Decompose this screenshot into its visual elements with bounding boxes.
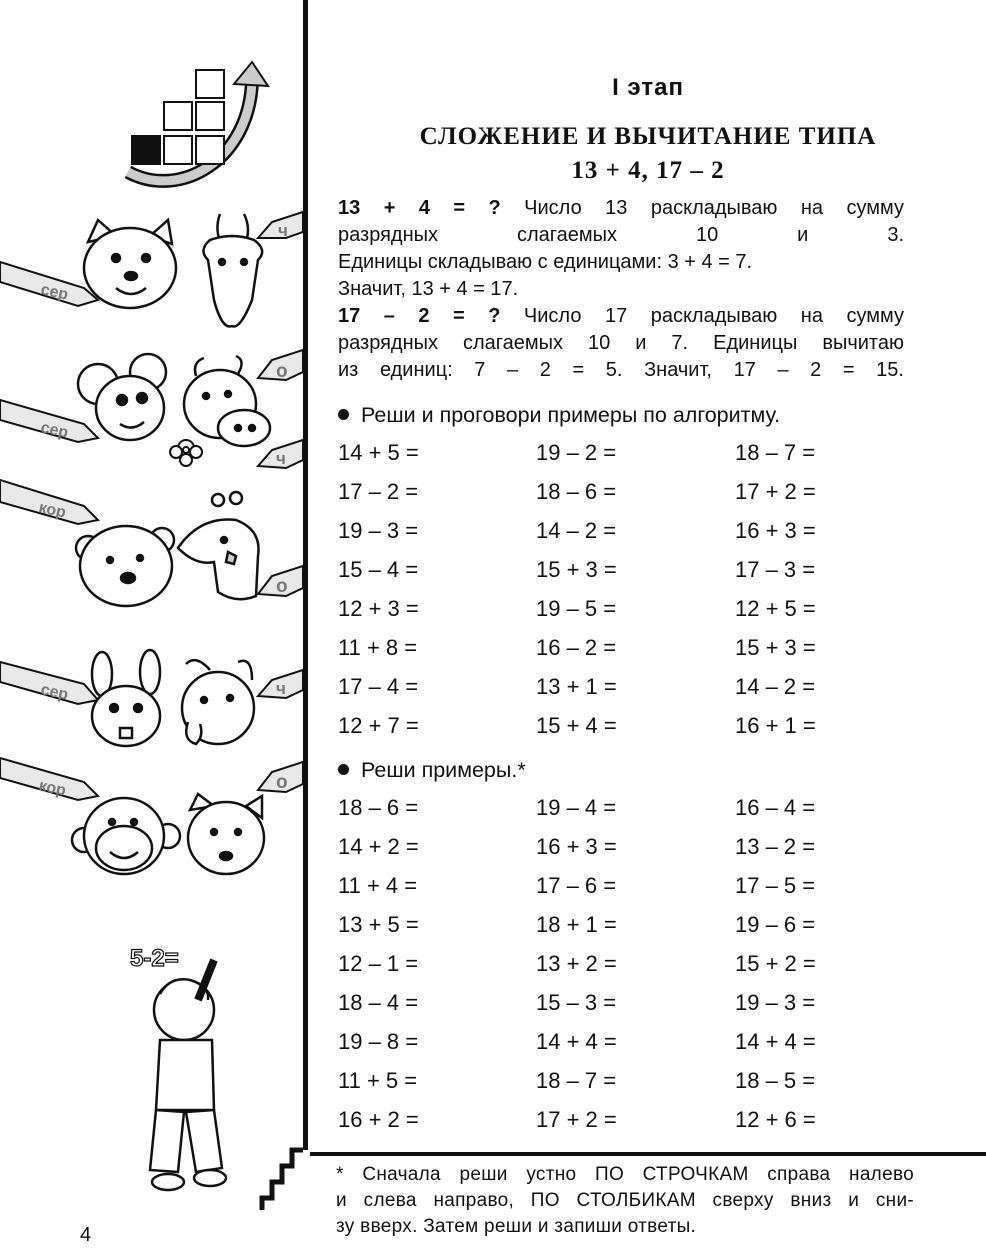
exercise-item: 18 – 6 = [536,479,617,504]
explanation-block [338,195,904,384]
exercise-item: 14 + 5 = [338,440,419,465]
pencil-label: сер [39,281,70,304]
pencil-left-rabbit [0,662,98,704]
pencil-right-giraffe [258,566,303,597]
exercise-item: 19 – 4 = [536,795,617,820]
monkey-face-icon [72,798,180,874]
exercise-item: 19 – 2 = [536,440,617,465]
footnote-line: и слева направо, ПО СТОЛБИКАМ сверху вниз и сни- [336,1190,914,1211]
explanation-line: Значит, 13 + 4 = 17. [338,278,519,300]
pencil-label: кор [37,499,68,522]
exercise-item: 12 + 3 = [338,596,419,621]
pencil-right-cow [258,350,303,382]
exercise-item: 14 + 2 = [338,834,419,859]
example-2-bold: 17 – 2 = ? [338,305,501,327]
exercise-item: 13 + 2 = [536,951,617,976]
footnote-line: * Сначала реши устно ПО СТРОЧКАМ справа налево [336,1164,914,1185]
exercise-item: 12 + 6 = [735,1107,816,1132]
exercise-item: 17 – 4 = [338,674,419,699]
exercise-item: 16 + 3 = [735,518,816,543]
topic-line-2: 13 + 4, 17 – 2 [571,157,725,184]
pencil-right-flower [258,440,303,468]
task-2-text: Реши примеры.* [361,758,526,782]
exercise-item: 18 – 7 = [735,440,816,465]
exercise-item: 19 – 3 = [735,990,816,1015]
pencil-label: ч [276,449,286,468]
exercise-item: 17 – 2 = [338,479,419,504]
bullet-icon [338,764,349,775]
dog-face-icon [182,660,254,744]
exercise-item: 16 – 2 = [536,635,617,660]
exercise-item: 11 + 5 = [338,1068,418,1093]
explanation-line: Единицы складываю с единицами: 3 + 4 = 7. [338,251,753,273]
explanation-line: разрядных слагаемых 10 и 3. [338,224,904,246]
exercise-item: 15 + 3 = [735,635,816,660]
pencil-label: ч [276,679,286,698]
exercise-item: 14 – 2 = [536,518,617,543]
stage-title: I этап [612,74,684,101]
pencil-label: о [276,361,288,382]
pencil-label: сер [39,419,70,442]
exercise-item: 15 + 2 = [735,951,816,976]
explanation-line: Число 17 раскладываю на сумму [500,305,904,327]
cow-face-icon [184,356,270,446]
exercise-item: 19 – 8 = [338,1029,419,1054]
giraffe-face-icon [178,492,259,599]
mouse-face-icon [78,354,166,440]
pencil-label: ч [278,221,288,240]
boy-writing-icon [130,945,226,1190]
exercise-item: 18 – 4 = [338,990,419,1015]
flower-icon [170,440,202,466]
pencil-label: сер [39,681,70,704]
footnote-line: зу вверх. Затем реши и запиши ответы. [336,1216,697,1237]
exercise-item: 18 – 7 = [536,1068,617,1093]
exercise-item: 17 + 2 = [536,1107,617,1132]
explanation-line: разрядных слагаемых 10 и 7. Единицы вычитаю [338,332,904,354]
sidebar-divider [303,0,308,1150]
fox-face-icon [188,794,264,874]
exercise-item: 15 – 3 = [536,990,617,1015]
cat-face-icon [84,220,176,308]
page-number: 4 [80,1224,92,1246]
pencil-label: о [276,576,288,597]
exercise-item: 16 + 2 = [338,1107,419,1132]
pencil-left-mouse [0,400,98,442]
explanation-line: из единиц: 7 – 2 = 5. Значит, 17 – 2 = 15. [338,359,904,381]
sidebar-illustrations [0,0,303,1248]
pencil-left-monkey [0,758,98,800]
goat-face-icon [203,214,262,326]
example-1-bold: 13 + 4 = ? [338,197,501,219]
task-2-instruction [338,758,908,783]
exercise-item: 11 + 4 = [338,873,418,898]
exercise-item: 19 – 6 = [735,912,816,937]
exercise-item: 15 + 4 = [536,713,617,738]
exercise-item: 12 + 7 = [338,713,419,738]
pencil-label: о [276,772,288,793]
exercise-item: 13 – 2 = [735,834,816,859]
stairs-logo-icon [128,62,268,181]
exercise-item: 11 + 8 = [338,635,418,660]
pencil-label: кор [37,777,68,800]
bear-face-icon [76,526,174,606]
exercise-item: 14 – 2 = [735,674,816,699]
footnote [310,1152,986,1248]
explanation-line: Число 13 раскладываю на сумму [500,197,904,219]
topic-title [310,120,986,188]
exercise-item: 16 + 3 = [536,834,617,859]
exercise-item: 12 + 5 = [735,596,816,621]
exercise-item: 19 – 5 = [536,596,617,621]
exercise-item: 16 – 4 = [735,795,816,820]
exercise-item: 18 – 6 = [338,795,419,820]
exercise-item: 12 – 1 = [338,951,419,976]
exercise-item: 15 + 3 = [536,557,617,582]
exercise-item: 18 – 5 = [735,1068,816,1093]
bullet-icon [338,409,349,420]
footnote-rule [310,1152,986,1156]
pencil-left-bear [0,480,98,524]
pencil-right-fox [258,762,303,793]
stepped-border [262,1148,303,1210]
exercise-item: 16 + 1 = [735,713,816,738]
exercise-item: 17 – 5 = [735,873,816,898]
exercise-item: 13 + 5 = [338,912,419,937]
pencil-right-dog [258,670,303,698]
exercise-item: 19 – 3 = [338,518,419,543]
task-1-text: Реши и проговори примеры по алгоритму. [361,403,781,427]
exercise-item: 14 + 4 = [735,1029,816,1054]
exercise-item: 17 – 6 = [536,873,617,898]
exercise-item: 15 – 4 = [338,557,419,582]
topic-line-1: СЛОЖЕНИЕ И ВЫЧИТАНИЕ ТИПА [419,123,877,150]
rabbit-face-icon [92,650,160,746]
exercise-item: 14 + 4 = [536,1029,617,1054]
task-1-instruction [338,403,908,428]
exercise-item: 13 + 1 = [536,674,617,699]
exercise-item: 17 + 2 = [735,479,816,504]
exercise-item: 18 + 1 = [536,912,617,937]
board-text: 5-2= [130,945,179,972]
exercise-item: 17 – 3 = [735,557,816,582]
pencil-right-goat [258,212,303,240]
